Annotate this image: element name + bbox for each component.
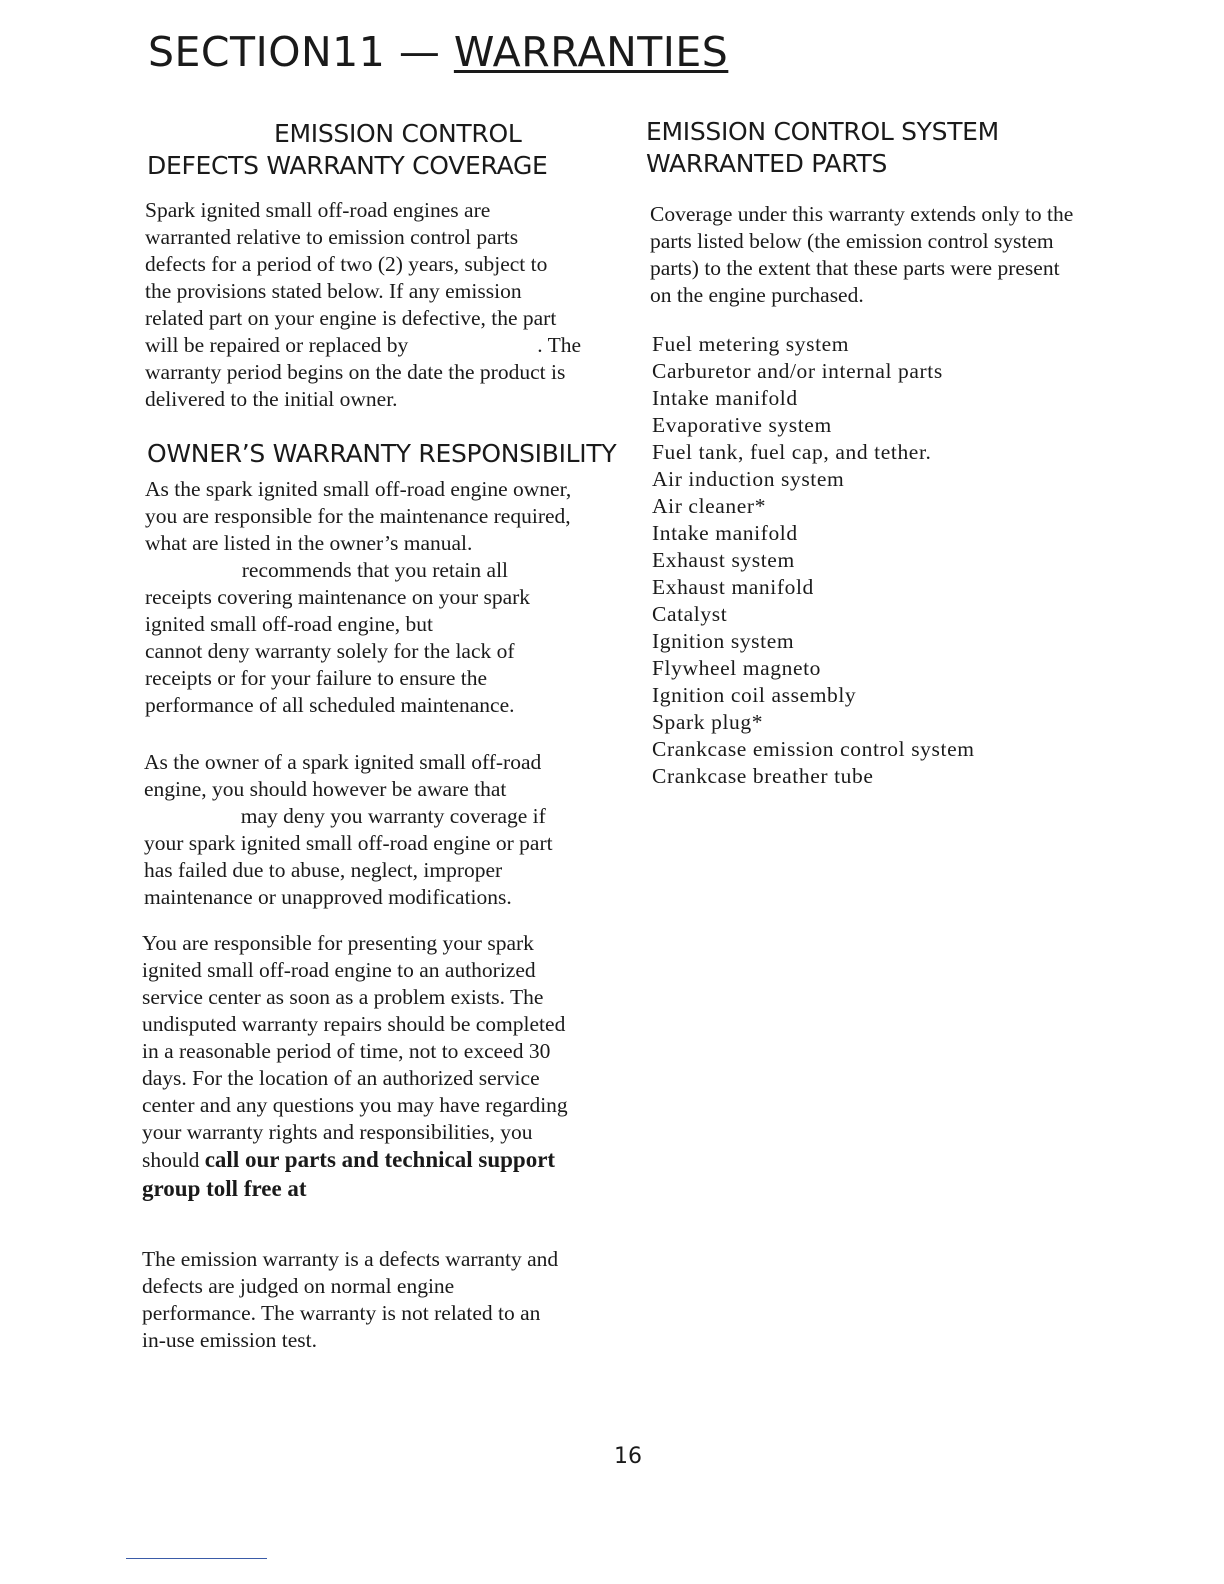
page-number: 16 bbox=[614, 1444, 642, 1469]
list-item: Intake manifold bbox=[652, 521, 798, 545]
support-call-text: call our parts and technical support bbox=[204, 1147, 556, 1172]
text-line: warranty period begins on the date the product is bbox=[145, 360, 566, 384]
text-line: parts listed below (the emission control system bbox=[650, 229, 1054, 253]
coverage-paragraph bbox=[145, 197, 581, 413]
owner-paragraph-4 bbox=[142, 1246, 558, 1354]
section-prefix: SECTION11 — bbox=[148, 28, 454, 76]
should-text: should bbox=[142, 1148, 205, 1172]
list-item: Crankcase emission control system bbox=[652, 737, 975, 761]
text-line: performance of all scheduled maintenance. bbox=[145, 693, 515, 717]
text-line: undisputed warranty repairs should be completed bbox=[142, 1012, 566, 1036]
list-item: Catalyst bbox=[652, 602, 728, 626]
list-item: Fuel metering system bbox=[652, 332, 850, 356]
text-line: in a reasonable period of time, not to exceed 30 bbox=[142, 1039, 551, 1063]
owner-responsibility-heading: OWNER’S WARRANTY RESPONSIBILITY bbox=[147, 439, 617, 468]
section-title-text: WARRANTIES bbox=[453, 28, 729, 76]
owner-paragraph-3 bbox=[142, 930, 568, 1204]
text-line: ignited small off-road engine, but bbox=[145, 612, 433, 636]
coverage-heading-line1: EMISSION CONTROL bbox=[274, 119, 522, 148]
text-line: days. For the location of an authorized service bbox=[142, 1066, 540, 1090]
list-item: Exhaust system bbox=[652, 548, 795, 572]
text-line: in-use emission test. bbox=[142, 1328, 317, 1352]
warranted-parts-list bbox=[652, 331, 975, 790]
list-item: Fuel tank, fuel cap, and tether. bbox=[652, 440, 932, 464]
text-line: receipts or for your failure to ensure the bbox=[145, 666, 488, 690]
text-line: ignited small off-road engine to an authorized bbox=[142, 958, 536, 982]
list-item: Flywheel magneto bbox=[652, 656, 822, 680]
list-item: Exhaust manifold bbox=[652, 575, 814, 599]
text-line: parts) to the extent that these parts were present bbox=[650, 256, 1060, 280]
text-line: service center as soon as a problem exists. The bbox=[142, 985, 544, 1009]
list-item: Ignition system bbox=[652, 629, 795, 653]
list-item: Air induction system bbox=[652, 467, 845, 491]
text-line: As the owner of a spark ignited small off-road bbox=[144, 750, 542, 774]
warranted-parts-heading-line1: EMISSION CONTROL SYSTEM bbox=[646, 117, 999, 146]
text-line: Spark ignited small off-road engines are bbox=[145, 198, 491, 222]
text-line: has failed due to abuse, neglect, improper bbox=[144, 858, 503, 882]
text-line: defects for a period of two (2) years, subject to bbox=[145, 252, 548, 276]
support-toll-free-text: group toll free at bbox=[142, 1176, 307, 1201]
list-item: Spark plug* bbox=[652, 710, 764, 734]
text-line: delivered to the initial owner. bbox=[145, 387, 398, 411]
text-line: cannot deny warranty solely for the lack of bbox=[145, 639, 515, 663]
text-line bbox=[142, 1146, 568, 1175]
text-line: the provisions stated below. If any emission bbox=[145, 279, 522, 303]
text-line: your spark ignited small off-road engine or part bbox=[144, 831, 553, 855]
owner-paragraph-1 bbox=[145, 476, 571, 719]
list-item: Crankcase breather tube bbox=[652, 764, 874, 788]
coverage-heading-line2: DEFECTS WARRANTY COVERAGE bbox=[147, 151, 548, 180]
list-item: Intake manifold bbox=[652, 386, 798, 410]
text-line: defects are judged on normal engine bbox=[142, 1274, 455, 1298]
text-line: performance. The warranty is not related to an bbox=[142, 1301, 541, 1325]
list-item: Air cleaner* bbox=[652, 494, 767, 518]
text-line: related part on your engine is defective, the part bbox=[145, 306, 557, 330]
warranted-parts-heading-line2: WARRANTED PARTS bbox=[646, 149, 888, 178]
text-line: on the engine purchased. bbox=[650, 283, 864, 307]
text-line: what are listed in the owner’s manual. bbox=[145, 531, 473, 555]
text-line: You are responsible for presenting your spark bbox=[142, 931, 534, 955]
footer-divider bbox=[126, 1558, 267, 1559]
text-line: maintenance or unapproved modifications. bbox=[144, 885, 512, 909]
section-title bbox=[148, 28, 728, 76]
text-line: As the spark ignited small off-road engine owner, bbox=[145, 477, 572, 501]
text-line: The emission warranty is a defects warranty and bbox=[142, 1247, 559, 1271]
text-line: engine, you should however be aware that bbox=[144, 777, 507, 801]
list-item: Ignition coil assembly bbox=[652, 683, 857, 707]
warranted-parts-intro bbox=[650, 201, 1073, 309]
text-line: center and any questions you may have regarding bbox=[142, 1093, 568, 1117]
text-line: may deny you warranty coverage if bbox=[144, 804, 546, 828]
text-line: recommends that you retain all bbox=[145, 558, 509, 582]
list-item: Evaporative system bbox=[652, 413, 832, 437]
text-line: your warranty rights and responsibilities, you bbox=[142, 1120, 533, 1144]
text-line: receipts covering maintenance on your spark bbox=[145, 585, 531, 609]
text-line: warranted relative to emission control parts bbox=[145, 225, 519, 249]
text-line: you are responsible for the maintenance required, bbox=[145, 504, 571, 528]
text-line: Coverage under this warranty extends only to the bbox=[650, 202, 1074, 226]
owner-paragraph-2 bbox=[144, 749, 553, 911]
list-item: Carburetor and/or internal parts bbox=[652, 359, 943, 383]
text-line: will be repaired or replaced by . The bbox=[145, 333, 582, 357]
